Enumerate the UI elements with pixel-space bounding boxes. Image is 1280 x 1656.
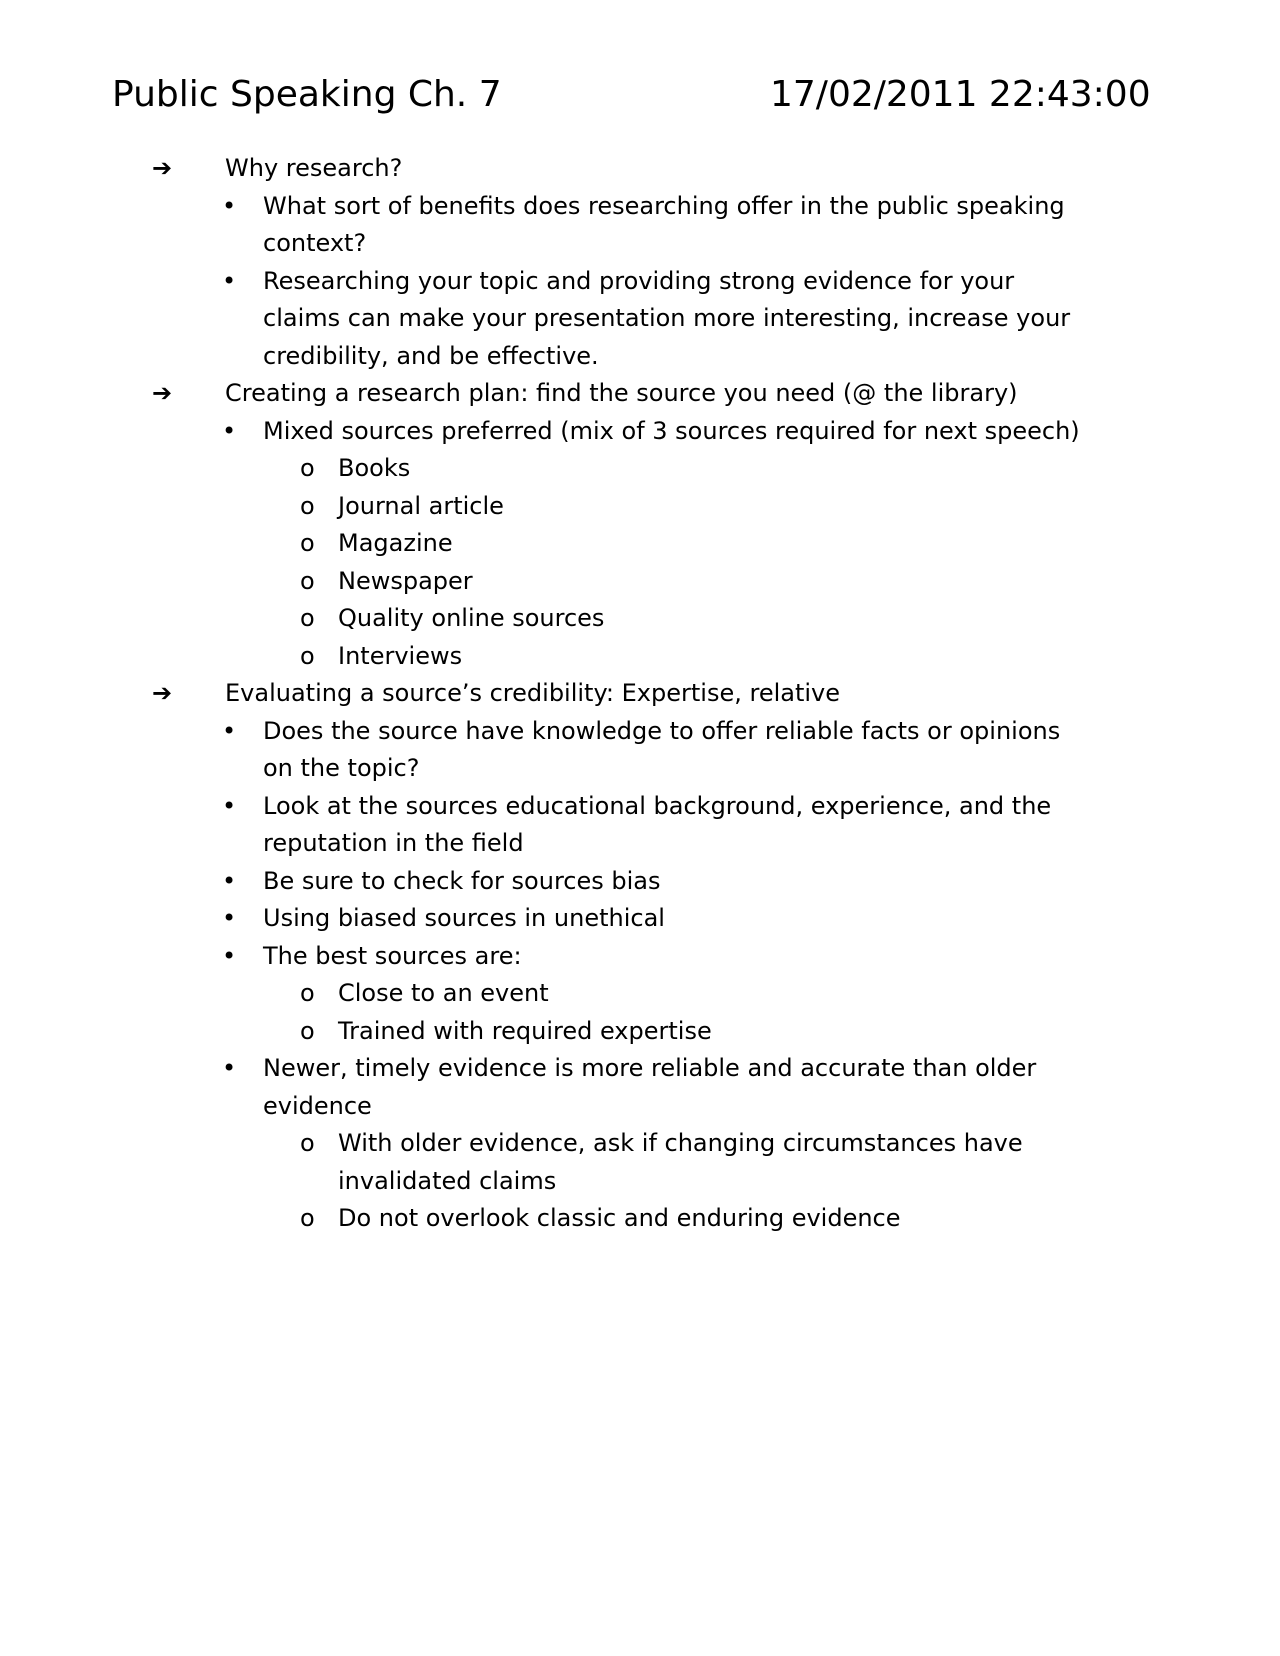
bullet-icon: •: [222, 191, 237, 220]
sub-list-item: o Quality online sources: [0, 600, 1280, 638]
sub-list-item: o Newspaper: [0, 563, 1280, 601]
circle-bullet-icon: o: [300, 1129, 315, 1157]
list-item-continuation: reputation in the field: [263, 829, 524, 857]
circle-bullet-icon: o: [300, 979, 315, 1007]
bullet-icon: •: [222, 904, 237, 932]
circle-bullet-icon: o: [300, 1016, 315, 1045]
arrow-icon: ➔: [152, 154, 173, 182]
list-item: • Researching your topic and providing strong evidence for your: [0, 263, 1280, 301]
list-item: • Using biased sources in unethical: [0, 900, 1280, 938]
list-item-continuation: claims can make your presentation more interesting, increase your: [263, 304, 1071, 332]
sub-list-item: o Journal article: [0, 488, 1280, 526]
circle-bullet-icon: o: [300, 566, 315, 595]
list-item: • What sort of benefits does researching offer in the public speaking: [0, 188, 1280, 226]
sub-list-item: o Magazine: [0, 525, 1280, 563]
list-item: • Newer, timely evidence is more reliable and accurate than older: [0, 1050, 1280, 1088]
bullet-icon: •: [222, 1054, 237, 1082]
bullet-icon: •: [222, 791, 237, 820]
timestamp: 17/02/2011 22:43:00: [770, 74, 1151, 115]
arrow-icon: ➔: [152, 679, 173, 707]
sub-list-item: o Trained with required expertise: [0, 1013, 1280, 1051]
sub-list-item: o Do not overlook classic and enduring evidence: [0, 1200, 1280, 1238]
bullet-icon: •: [222, 941, 237, 970]
sub-list-item: o Interviews: [0, 638, 1280, 676]
circle-bullet-icon: o: [300, 604, 315, 632]
list-item: • Look at the sources educational background, experience, and the: [0, 788, 1280, 826]
page-title: Public Speaking Ch. 7: [112, 74, 502, 115]
list-item: • Does the source have knowledge to offer reliable facts or opinions: [0, 713, 1280, 751]
sub-list-item-continuation: invalidated claims: [338, 1166, 557, 1195]
list-item: • Be sure to check for sources bias: [0, 863, 1280, 901]
list-item-continuation: context?: [263, 229, 367, 257]
circle-bullet-icon: o: [300, 641, 315, 670]
list-item-continuation: evidence: [263, 1091, 372, 1120]
circle-bullet-icon: o: [300, 1204, 315, 1232]
list-item-continuation: on the topic?: [263, 754, 420, 782]
section-heading: ➔ Creating a research plan: find the source you need (@ the library): [0, 375, 1280, 413]
sub-list-item: o With older evidence, ask if changing circumstances have: [0, 1125, 1280, 1163]
section-heading: ➔ Evaluating a source’s credibility: Expertise, relative: [0, 675, 1280, 713]
notes-body: [0, 150, 1280, 1238]
bullet-icon: •: [222, 866, 237, 895]
circle-bullet-icon: o: [300, 491, 315, 520]
bullet-icon: •: [222, 266, 237, 295]
section-heading: ➔ Why research?: [0, 150, 1280, 188]
list-item-continuation: credibility, and be effective.: [263, 341, 599, 370]
circle-bullet-icon: o: [300, 529, 315, 557]
arrow-icon: ➔: [152, 379, 173, 407]
list-item: • The best sources are:: [0, 938, 1280, 976]
bullet-icon: •: [222, 416, 237, 445]
bullet-icon: •: [222, 716, 237, 745]
circle-bullet-icon: o: [300, 454, 315, 482]
sub-list-item: o Books: [0, 450, 1280, 488]
list-item: • Mixed sources preferred (mix of 3 sources required for next speech): [0, 413, 1280, 451]
sub-list-item: o Close to an event: [0, 975, 1280, 1013]
